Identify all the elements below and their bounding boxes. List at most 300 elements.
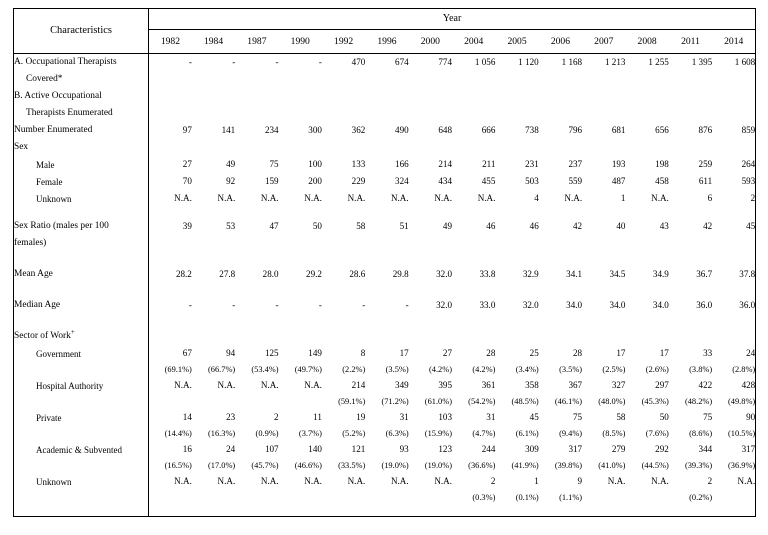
cell-male-1984: 49	[226, 159, 236, 170]
cell-academic-pct-2011: (39.3%)	[684, 460, 713, 470]
cell-blank	[669, 506, 712, 517]
cell-median-age-2014: 36.0	[712, 298, 756, 315]
cell-blank	[495, 284, 538, 298]
cell-median-age-2004: 33.0	[479, 300, 496, 311]
cell-blank	[495, 506, 538, 517]
cell-blank	[322, 89, 365, 106]
cell-unknown-sector-pct-1990	[279, 491, 322, 506]
row-label-unknown-sex: Unknown	[14, 191, 149, 208]
cell-government-2011: 33	[703, 348, 713, 359]
cell-government-2005: 25	[529, 348, 539, 359]
cell-blank	[452, 329, 495, 346]
cell-male-1982: 27	[182, 159, 192, 170]
cell-number-enumerated-1987: 234	[264, 125, 279, 136]
cell-private-pct-2014: (10.5%)	[712, 427, 756, 442]
cell-blank	[149, 315, 192, 329]
cell-male-1987: 75	[269, 159, 279, 170]
cell-female-1992: 229	[351, 176, 366, 187]
cell-blank	[149, 284, 192, 298]
cell-unknown-sex-2000: N.A.	[434, 193, 453, 204]
cell-blank	[669, 72, 712, 89]
cell-sex-ratio-2014: 45	[712, 219, 756, 236]
row-label-academic-percent	[14, 459, 149, 474]
cell-blank	[409, 329, 452, 346]
cell-government-pct-2000: (4.2%)	[428, 364, 453, 374]
cell-blank	[279, 208, 322, 219]
cell-academic-pct-1992: (33.5%)	[338, 460, 366, 470]
cell-number-enumerated-2014: 859	[712, 123, 756, 140]
cell-blank	[625, 315, 668, 329]
cell-blank	[322, 106, 365, 123]
cell-hospital-2000: 395	[438, 380, 453, 391]
cell-blank	[669, 208, 712, 219]
table-row-mean-age	[14, 267, 756, 284]
cell-median-age-2000: 32.0	[436, 300, 453, 311]
cell-unknown-sector-1990: N.A.	[304, 476, 322, 487]
column-header-year-2006: 2006	[539, 30, 582, 54]
table-row-active-occupational-heading	[14, 89, 756, 106]
cell-blank	[365, 106, 408, 123]
cell-blank	[279, 329, 322, 346]
cell-blank	[539, 506, 582, 517]
cell-hospital-2006: 367	[568, 380, 583, 391]
spacer-label	[14, 253, 149, 267]
cell-blank	[625, 253, 668, 267]
table-row-private-percent	[14, 427, 756, 442]
cell-blank	[712, 253, 756, 267]
cell-unknown-sector-pct-1992	[322, 491, 365, 506]
table-row-government-percent	[14, 363, 756, 378]
cell-blank	[409, 140, 452, 157]
cell-blank	[279, 506, 322, 517]
cell-number-enumerated-2006: 796	[568, 125, 583, 136]
cell-unknown-sector-2008: N.A.	[651, 476, 669, 487]
cell-blank	[669, 253, 712, 267]
cell-blank	[279, 89, 322, 106]
cell-covered-1992: 470	[351, 57, 366, 68]
cell-covered-1984: -	[232, 57, 236, 68]
cell-blank	[582, 106, 625, 123]
cell-hospital-pct-2014: (49.8%)	[712, 395, 756, 410]
cell-government-pct-2008: (2.6%)	[645, 364, 669, 374]
column-header-year-2000: 2000	[409, 30, 452, 54]
column-header-year-group: Year	[149, 9, 756, 30]
cell-blank	[149, 72, 192, 89]
cell-blank	[322, 140, 365, 157]
table-row-academic-subvented	[14, 442, 756, 459]
cell-government-2004: 28	[486, 348, 496, 359]
cell-government-pct-1982: (69.1%)	[164, 364, 192, 374]
cell-hospital-pct-1990	[279, 395, 322, 410]
cell-blank	[365, 284, 408, 298]
row-label-private-percent	[14, 427, 149, 442]
cell-hospital-pct-1984	[192, 395, 235, 410]
cell-blank	[625, 208, 668, 219]
cell-hospital-1996: 349	[395, 380, 409, 391]
cell-sex-ratio-1982: 39	[182, 221, 192, 232]
row-label-sex-ratio-continuation: females)	[14, 236, 149, 253]
table-row-hospital-authority	[14, 378, 756, 395]
cell-private-pct-1992: (5.2%)	[342, 428, 366, 438]
sector-of-work-text: Sector of Work	[14, 331, 71, 342]
column-header-year-2005: 2005	[495, 30, 538, 54]
cell-number-enumerated-1982: 97	[182, 125, 192, 136]
cell-blank	[712, 329, 756, 346]
cell-unknown-sector-pct-1987	[235, 491, 278, 506]
cell-blank	[365, 236, 408, 253]
cell-blank	[192, 208, 235, 219]
cell-academic-1996: 93	[399, 444, 409, 455]
cell-blank	[235, 89, 278, 106]
cell-blank	[712, 106, 756, 123]
cell-private-1992: 19	[356, 412, 366, 423]
cell-private-pct-1987: (0.9%)	[255, 428, 279, 438]
cell-academic-2004: 244	[481, 444, 496, 455]
cell-blank	[669, 284, 712, 298]
table-row-spacer	[14, 315, 756, 329]
table-row-male	[14, 157, 756, 174]
cell-academic-2014: 317	[712, 442, 756, 459]
cell-blank	[235, 253, 278, 267]
row-label-female: Female	[14, 174, 149, 191]
cell-private-2014: 90	[712, 410, 756, 427]
row-label-active-occupational: B. Active Occupational	[14, 89, 149, 106]
cell-unknown-sex-2005: 4	[534, 193, 539, 204]
cell-blank	[192, 106, 235, 123]
table-row-sector-of-work-heading	[14, 329, 756, 346]
column-header-year-1996: 1996	[365, 30, 408, 54]
table-row-academic-subvented-percent	[14, 459, 756, 474]
cell-blank	[625, 284, 668, 298]
cell-blank	[192, 506, 235, 517]
cell-blank	[452, 106, 495, 123]
cell-blank	[495, 253, 538, 267]
cell-government-1992: 8	[360, 348, 366, 359]
cell-government-2014: 24	[712, 346, 756, 363]
cell-government-pct-2005: (3.4%)	[515, 364, 539, 374]
cell-unknown-sector-pct-2000	[409, 491, 452, 506]
cell-mean-age-2011: 36.7	[696, 269, 713, 280]
cell-academic-pct-1982: (16.5%)	[164, 460, 192, 470]
cell-unknown-sector-2014: N.A.	[712, 474, 756, 491]
cell-academic-2008: 292	[655, 444, 669, 455]
cell-female-2011: 611	[698, 176, 713, 187]
cell-blank	[582, 236, 625, 253]
cell-blank	[409, 506, 452, 517]
table-row-hospital-authority-percent	[14, 395, 756, 410]
table-row-unknown-sector	[14, 474, 756, 491]
spacer-label	[14, 315, 149, 329]
cell-male-1996: 166	[395, 159, 409, 170]
cell-covered-2006: 1 168	[561, 57, 583, 68]
cell-mean-age-1996: 29.8	[392, 269, 409, 280]
cell-blank	[149, 506, 192, 517]
table-row-spacer	[14, 253, 756, 267]
cell-blank	[539, 72, 582, 89]
cell-private-pct-1990: (3.7%)	[298, 428, 322, 438]
cell-private-pct-2004: (4.7%)	[472, 428, 496, 438]
cell-hospital-2014: 428	[712, 378, 756, 395]
cell-median-age-2005: 32.0	[522, 300, 539, 311]
cell-hospital-1990: N.A.	[304, 380, 322, 391]
cell-unknown-sector-1984: N.A.	[217, 476, 236, 487]
cell-blank	[365, 140, 408, 157]
cell-unknown-sector-pct-2014	[712, 491, 756, 506]
cell-sex-ratio-1984: 53	[226, 221, 236, 232]
cell-blank	[495, 106, 538, 123]
cell-academic-pct-2006: (39.8%)	[554, 460, 583, 470]
cell-hospital-2008: 297	[655, 380, 669, 391]
cell-blank	[279, 315, 322, 329]
cell-hospital-pct-2000: (61.0%)	[424, 396, 453, 406]
cell-blank	[235, 140, 278, 157]
row-label-hospital-percent	[14, 395, 149, 410]
cell-sex-ratio-2006: 42	[573, 221, 583, 232]
cell-male-2007: 193	[611, 159, 626, 170]
table-row-unknown-sex	[14, 191, 756, 208]
table-row-unknown-sector-percent	[14, 491, 756, 506]
cell-hospital-2011: 422	[698, 380, 713, 391]
cell-blank	[712, 89, 756, 106]
cell-hospital-1982: N.A.	[174, 380, 192, 391]
cell-number-enumerated-2007: 681	[611, 125, 626, 136]
cell-government-1987: 125	[264, 348, 279, 359]
cell-academic-2007: 279	[611, 444, 626, 455]
cell-blank	[539, 106, 582, 123]
cell-blank	[192, 140, 235, 157]
cell-unknown-sex-1987: N.A.	[260, 193, 279, 204]
row-label-sector-of-work	[14, 329, 149, 346]
cell-private-1987: 2	[274, 412, 279, 423]
cell-female-1982: 70	[182, 176, 192, 187]
cell-private-2008: 50	[659, 412, 669, 423]
cell-blank	[625, 72, 668, 89]
cell-blank	[625, 106, 668, 123]
table-row-occupational-therapists-covered	[14, 54, 756, 72]
cell-blank	[539, 140, 582, 157]
cell-blank	[582, 140, 625, 157]
cell-blank	[365, 208, 408, 219]
cell-blank	[625, 89, 668, 106]
cell-unknown-sector-2005: 1	[534, 476, 539, 487]
cell-private-pct-2006: (9.4%)	[559, 428, 583, 438]
column-header-year-2008: 2008	[625, 30, 668, 54]
cell-hospital-pct-2005: (48.5%)	[511, 396, 539, 406]
cell-blank	[495, 208, 538, 219]
cell-unknown-sector-1996: N.A.	[390, 476, 409, 487]
table-row-private	[14, 410, 756, 427]
cell-blank	[192, 329, 235, 346]
cell-blank	[582, 284, 625, 298]
cell-unknown-sector-2006: 9	[577, 476, 583, 487]
cell-blank	[539, 329, 582, 346]
cell-mean-age-2007: 34.5	[609, 269, 626, 280]
cell-unknown-sector-2004: 2	[490, 476, 496, 487]
row-label-male: Male	[14, 157, 149, 174]
cell-blank	[669, 236, 712, 253]
cell-mean-age-2006: 34.1	[566, 269, 583, 280]
cell-male-1992: 133	[351, 159, 366, 170]
cell-median-age-2011: 36.0	[696, 300, 713, 311]
cell-government-2000: 27	[442, 348, 453, 359]
cell-sex-ratio-2011: 42	[703, 221, 713, 232]
cell-government-pct-2011: (3.8%)	[689, 364, 713, 374]
row-label-covered-continuation: Covered*	[14, 72, 149, 89]
cell-government-1984: 94	[226, 348, 236, 359]
cell-median-age-2008: 34.0	[652, 300, 669, 311]
cell-covered-2007: 1 213	[604, 57, 626, 68]
cell-sex-ratio-1996: 51	[399, 221, 409, 232]
cell-blank	[409, 236, 452, 253]
cell-covered-1996: 674	[395, 57, 409, 68]
cell-blank	[279, 284, 322, 298]
cell-sex-ratio-2000: 49	[442, 221, 453, 232]
table-row-sex-ratio-continuation	[14, 236, 756, 253]
cell-median-age-2007: 34.0	[609, 300, 626, 311]
cell-hospital-pct-2004: (54.2%)	[468, 396, 496, 406]
cell-mean-age-1992: 28.6	[349, 269, 366, 280]
cell-blank	[235, 106, 278, 123]
cell-blank	[192, 284, 235, 298]
cell-unknown-sector-pct-2004: (0.3%)	[472, 492, 496, 502]
cell-unknown-sector-pct-2008	[625, 491, 668, 506]
cell-private-pct-1996: (6.3%)	[385, 428, 409, 438]
table-body	[14, 54, 756, 517]
cell-sex-ratio-1987: 47	[269, 221, 279, 232]
cell-blank	[495, 140, 538, 157]
cell-unknown-sex-2006: N.A.	[564, 193, 583, 204]
cell-sex-ratio-1992: 58	[356, 221, 366, 232]
occupational-therapists-statistics-table	[13, 8, 756, 517]
cell-blank	[669, 140, 712, 157]
cell-private-1996: 31	[399, 412, 409, 423]
column-header-year-1987: 1987	[235, 30, 278, 54]
cell-blank	[409, 89, 452, 106]
cell-mean-age-2014: 37.8	[712, 267, 756, 284]
cell-blank	[279, 236, 322, 253]
cell-blank	[539, 236, 582, 253]
cell-hospital-1987: N.A.	[260, 380, 279, 391]
cell-private-pct-2011: (8.6%)	[689, 428, 713, 438]
cell-blank	[712, 315, 756, 329]
cell-blank	[452, 506, 495, 517]
row-label-academic-subvented: Academic & Subvented	[14, 442, 149, 459]
cell-covered-1987: -	[275, 57, 279, 68]
cell-covered-1982: -	[188, 57, 192, 68]
cell-number-enumerated-1990: 300	[308, 125, 322, 136]
cell-male-2011: 259	[698, 159, 713, 170]
cell-male-1990: 100	[308, 159, 322, 170]
cell-hospital-1984: N.A.	[217, 380, 236, 391]
cell-academic-2011: 344	[698, 444, 713, 455]
row-label-private: Private	[14, 410, 149, 427]
cell-government-pct-1992: (2.2%)	[342, 364, 366, 374]
cell-male-2006: 237	[568, 159, 583, 170]
cell-hospital-pct-1992: (59.1%)	[338, 396, 366, 406]
cell-government-2006: 28	[573, 348, 583, 359]
column-header-year-1990: 1990	[279, 30, 322, 54]
cell-blank	[235, 72, 278, 89]
cell-blank	[452, 236, 495, 253]
cell-median-age-1982: -	[188, 300, 192, 311]
cell-unknown-sex-2008: N.A.	[651, 193, 669, 204]
cell-academic-2005: 309	[525, 444, 539, 455]
cell-hospital-1992: 214	[351, 380, 366, 391]
cell-blank	[669, 106, 712, 123]
cell-blank	[235, 315, 278, 329]
cell-government-pct-1996: (3.5%)	[385, 364, 409, 374]
cell-academic-pct-2004: (36.6%)	[468, 460, 496, 470]
table-row-spacer	[14, 208, 756, 219]
row-label-median-age: Median Age	[14, 298, 149, 315]
cell-private-1984: 23	[226, 412, 236, 423]
cell-blank	[279, 106, 322, 123]
cell-blank	[279, 253, 322, 267]
cell-academic-1982: 16	[182, 444, 192, 455]
cell-median-age-1984: -	[232, 300, 236, 311]
cell-private-2006: 75	[573, 412, 583, 423]
spacer-label	[14, 208, 149, 219]
cell-blank	[192, 315, 235, 329]
cell-hospital-pct-2011: (48.2%)	[684, 396, 713, 406]
cell-blank	[409, 208, 452, 219]
cell-covered-2005: 1 120	[518, 57, 539, 68]
cell-blank	[539, 89, 582, 106]
cell-blank	[495, 315, 538, 329]
cell-government-2008: 17	[659, 348, 669, 359]
cell-unknown-sector-pct-1996	[365, 491, 408, 506]
cell-blank	[669, 315, 712, 329]
cell-academic-pct-1984: (17.0%)	[208, 460, 236, 470]
cell-government-pct-1987: (53.4%)	[251, 364, 279, 374]
cell-private-2007: 58	[616, 412, 626, 423]
cell-government-pct-2006: (3.5%)	[559, 364, 583, 374]
cell-blank	[625, 329, 668, 346]
cell-blank	[279, 72, 322, 89]
cell-blank	[582, 315, 625, 329]
cell-unknown-sex-2011: 6	[707, 193, 713, 204]
cell-government-1996: 17	[399, 348, 409, 359]
cell-mean-age-1984: 27.8	[219, 269, 236, 280]
cell-number-enumerated-2008: 656	[655, 125, 669, 136]
table-row-government	[14, 346, 756, 363]
cell-academic-2006: 317	[568, 444, 583, 455]
cell-government-pct-2007: (2.5%)	[602, 364, 626, 374]
cell-blank	[712, 236, 756, 253]
column-header-year-2007: 2007	[582, 30, 625, 54]
cell-blank	[582, 208, 625, 219]
cell-unknown-sex-1990: N.A.	[304, 193, 322, 204]
cell-hospital-2004: 361	[481, 380, 496, 391]
cell-blank	[582, 89, 625, 106]
cell-blank	[712, 208, 756, 219]
cell-blank	[149, 329, 192, 346]
column-header-year-2014: 2014	[712, 30, 756, 54]
cell-blank	[192, 72, 235, 89]
cell-private-pct-2007: (8.5%)	[602, 428, 626, 438]
cell-blank	[669, 329, 712, 346]
cell-male-2014: 264	[712, 157, 756, 174]
cell-blank	[625, 140, 668, 157]
column-header-characteristics: Characteristics	[14, 9, 149, 54]
cell-hospital-pct-2007: (48.0%)	[598, 396, 626, 406]
cell-female-2005: 503	[525, 176, 539, 187]
cell-academic-1984: 24	[226, 444, 236, 455]
cell-blank	[322, 315, 365, 329]
cell-female-1984: 92	[226, 176, 236, 187]
cell-unknown-sex-1982: N.A.	[174, 193, 192, 204]
cell-blank	[582, 253, 625, 267]
